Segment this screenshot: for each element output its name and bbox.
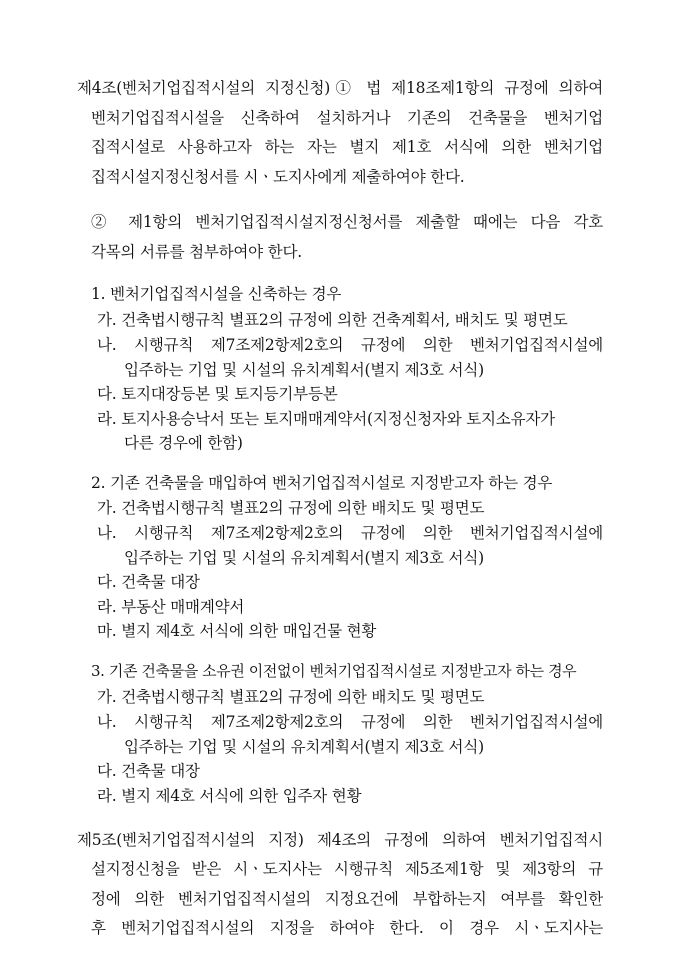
article5-line-1: 제5조(벤처기업집적시설의 지정) 제4조의 규정에 의하여 벤처기업집적시 <box>77 831 603 849</box>
section2-item-da: 다. 건축물 대장 <box>97 573 200 591</box>
section1-item-da: 다. 토지대장등본 및 토지등기부등본 <box>97 385 338 403</box>
paragraph2-line-1: ② 제1항의 벤처기업집적시설지정신청서를 제출할 때에는 다음 각호 <box>91 213 603 231</box>
section2-item-na: 나. 시행규칙 제7조제2항제2호의 규정에 의한 벤처기업집적시설에 <box>97 524 603 542</box>
section1-item-na-cont: 입주하는 기업 및 시설의 유치계획서(별지 제3호 서식) <box>124 361 484 379</box>
section2-item-ga: 가. 건축법시행규칙 별표2의 규정에 의한 배치도 및 평면도 <box>97 499 485 517</box>
section1-item-ga: 가. 건축법시행규칙 별표2의 규정에 의한 건축계획서, 배치도 및 평면도 <box>97 311 568 329</box>
section1-item-ra: 라. 토지사용승낙서 또는 토지매매계약서(지정신청자와 토지소유자가 <box>97 410 555 428</box>
section3-item-na-cont: 입주하는 기업 및 시설의 유치계획서(별지 제3호 서식) <box>124 738 484 756</box>
section2-item-na-cont: 입주하는 기업 및 시설의 유치계획서(별지 제3호 서식) <box>124 549 484 567</box>
section1-title: 1. 벤처기업집적시설을 신축하는 경우 <box>91 285 342 303</box>
article4-line-1: 제4조(벤처기업집적시설의 지정신청)① 법 제18조제1항의 규정에 의하여 <box>77 79 603 97</box>
article4-line-2: 벤처기업집적시설을 신축하여 설치하거나 기존의 건축물을 벤처기업 <box>91 109 603 127</box>
section3-item-na: 나. 시행규칙 제7조제2항제2호의 규정에 의한 벤처기업집적시설에 <box>97 713 603 731</box>
section3-item-da: 다. 건축물 대장 <box>97 762 200 780</box>
section2-item-ma: 마. 별지 제4호 서식에 의한 매입건물 현황 <box>97 622 377 640</box>
article5-line-4: 후 벤처기업집적시설의 지정을 하여야 한다. 이 경우 시ㆍ도지사는 <box>91 919 603 937</box>
article5-line-2: 설지정신청을 받은 시ㆍ도지사는 시행규칙 제5조제1항 및 제3항의 규 <box>91 860 603 878</box>
article4-line-3: 집적시설로 사용하고자 하는 자는 별지 제1호 서식에 의한 벤처기업 <box>91 138 603 156</box>
article5-line-3: 정에 의한 벤처기업집적시설의 지정요건에 부합하는지 여부를 확인한 <box>91 890 603 908</box>
article4-line-4: 집적시설지정신청서를 시ㆍ도지사에게 제출하여야 한다. <box>91 168 465 186</box>
section3-item-ra: 라. 별지 제4호 서식에 의한 입주자 현황 <box>97 787 362 805</box>
section2-title: 2. 기존 건축물을 매입하여 벤처기업집적시설로 지정받고자 하는 경우 <box>91 474 553 492</box>
section1-item-na: 나. 시행규칙 제7조제2항제2호의 규정에 의한 벤처기업집적시설에 <box>97 336 603 354</box>
section3-item-ga: 가. 건축법시행규칙 별표2의 규정에 의한 배치도 및 평면도 <box>97 688 485 706</box>
section3-title: 3. 기존 건축물을 소유권 이전없이 벤처기업집적시설로 지정받고자 하는 경우 <box>91 662 577 680</box>
paragraph2-line-2: 각목의 서류를 첨부하여야 한다. <box>91 243 302 261</box>
section1-item-ra-cont: 다른 경우에 한함) <box>124 434 243 452</box>
section2-item-ra: 라. 부동산 매매계약서 <box>97 598 245 616</box>
